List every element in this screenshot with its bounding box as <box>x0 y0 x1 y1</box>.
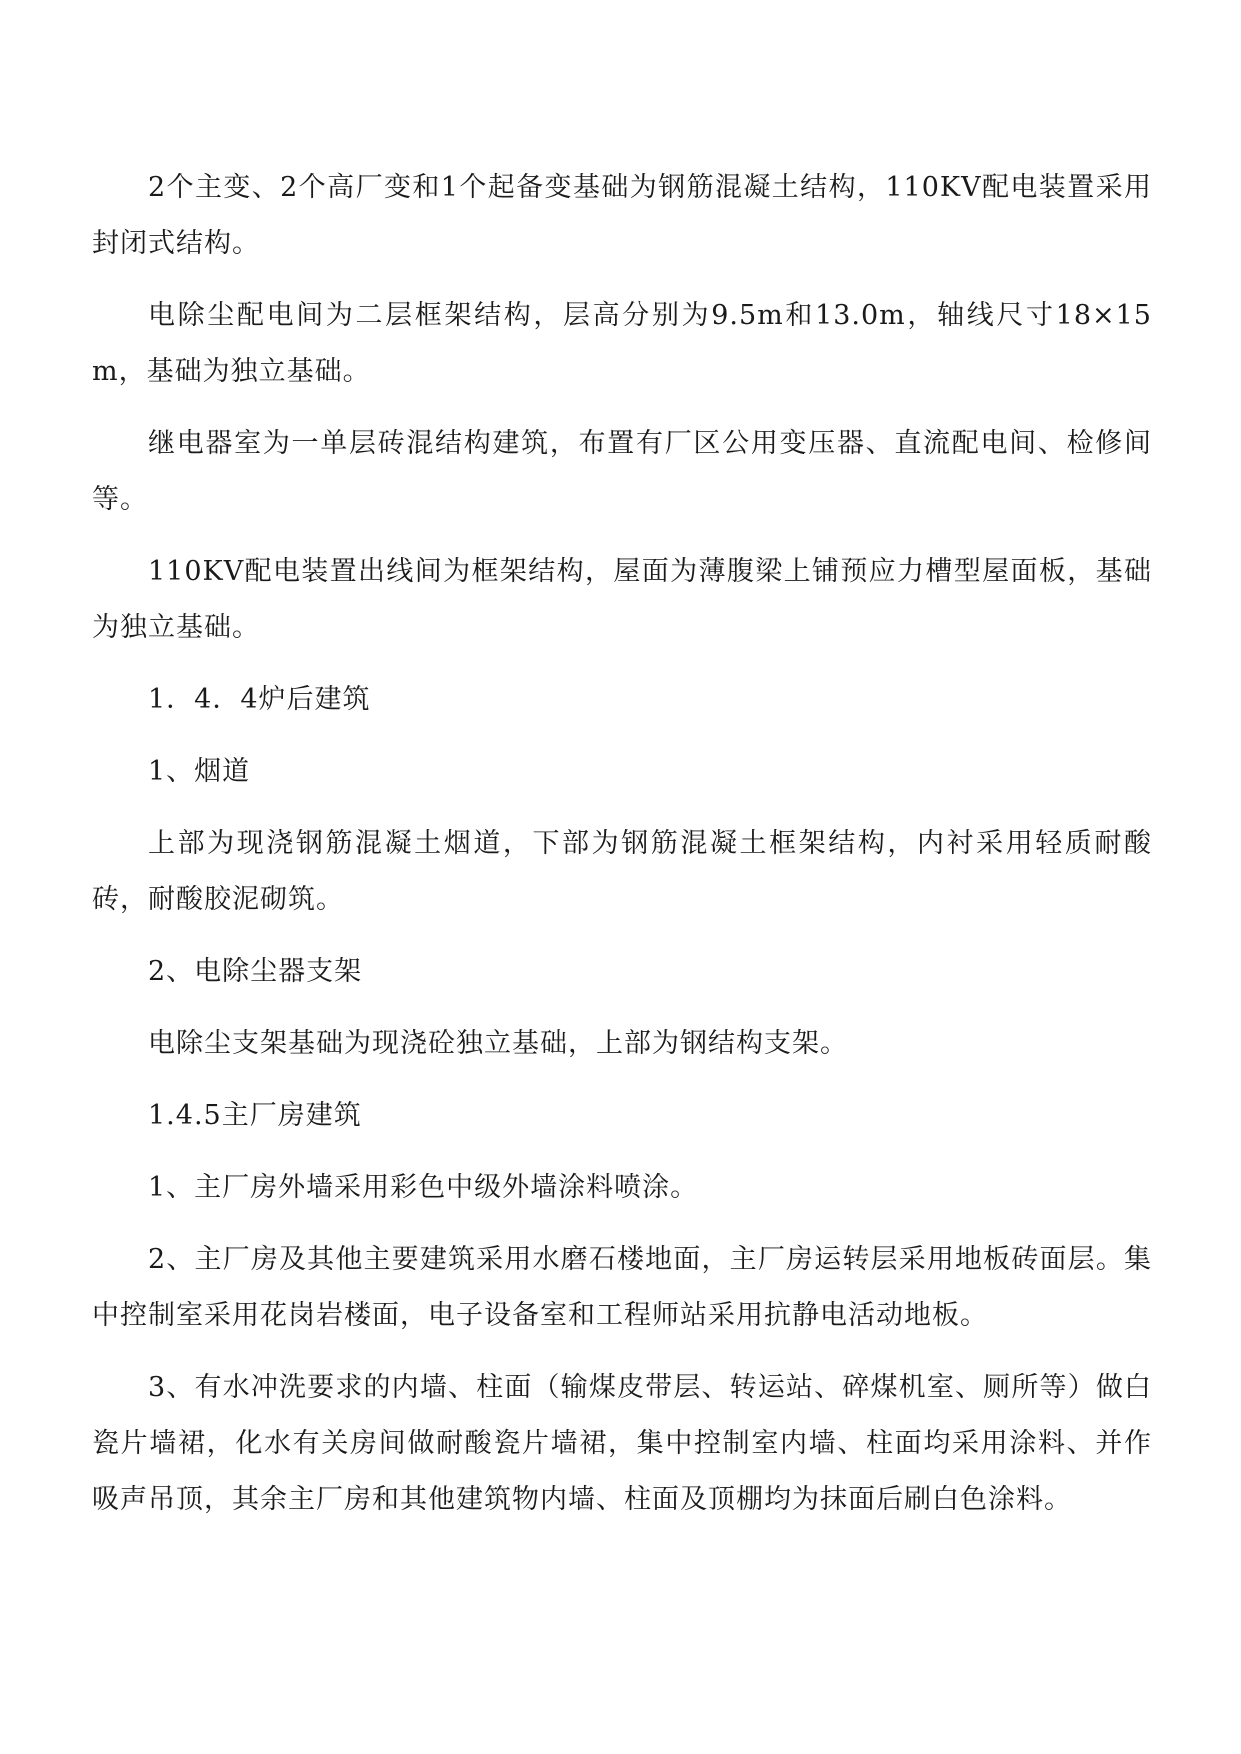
document-body <box>92 160 1152 1544</box>
paragraph-interior-walls: 3、有水冲洗要求的内墙、柱面（输煤皮带层、转运站、碎煤机室、厕所等）做白瓷片墙裙，化水有关房间做耐酸瓷片墙裙，集中控制室内墙、柱面均采用涂料、并作吸声吊顶，其余主厂房和其他建筑物内墙、柱面及顶棚均为抹面后刷白色涂料。 <box>92 1372 1152 1515</box>
subheading-precipitator-support: 2、电除尘器支架 <box>148 956 363 987</box>
paragraph-relay-room: 继电器室为一单层砖混结构建筑，布置有厂区公用变压器、直流配电间、检修间等。 <box>92 428 1152 515</box>
subheading-flue: 1、烟道 <box>148 756 251 787</box>
paragraph-110kv-outlet: 110KV配电装置出线间为框架结构，屋面为薄腹梁上铺预应力槽型屋面板，基础为独立基础。 <box>92 556 1152 643</box>
paragraph-precipitator-support: 电除尘支架基础为现浇砼独立基础，上部为钢结构支架。 <box>148 1028 848 1059</box>
section-heading-1-4-5: 1.4.5主厂房建筑 <box>148 1100 362 1131</box>
paragraph-dust-removal-distribution: 电除尘配电间为二层框架结构，层高分别为9.5m和13.0m，轴线尺寸18×15m，基础为独立基础。 <box>92 300 1152 387</box>
section-heading-1-4-4: 1．4．4炉后建筑 <box>148 684 371 715</box>
paragraph-transformer-foundation: 2个主变、2个高厂变和1个起备变基础为钢筋混凝土结构，110KV配电装置采用封闭式结构。 <box>92 172 1152 259</box>
paragraph-floors: 2、主厂房及其他主要建筑采用水磨石楼地面，主厂房运转层采用地板砖面层。集中控制室采用花岗岩楼面，电子设备室和工程师站采用抗静电活动地板。 <box>92 1244 1152 1331</box>
paragraph-exterior-wall: 1、主厂房外墙采用彩色中级外墙涂料喷涂。 <box>148 1172 699 1203</box>
paragraph-flue: 上部为现浇钢筋混凝土烟道，下部为钢筋混凝土框架结构，内衬采用轻质耐酸砖，耐酸胶泥砌筑。 <box>92 828 1152 915</box>
